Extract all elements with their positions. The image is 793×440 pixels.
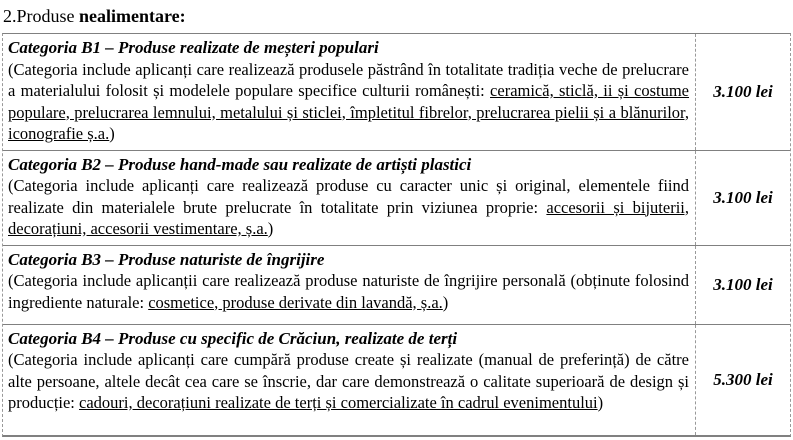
category-b1-heading: Categoria B1 – Produse realizate de meșteri populari xyxy=(8,38,379,57)
category-b4-body-underlined: cadouri, decorațiuni realizate de terți și comercializate în cadrul evenimentului xyxy=(79,393,598,412)
category-b2-body xyxy=(8,175,689,240)
category-b2-heading: Categoria B2 – Produse hand-made sau realizate de artiști plastici xyxy=(8,154,472,174)
category-b1-body-close: ) xyxy=(109,124,115,143)
category-b3-heading: Categoria B3 – Produse naturiste de îngrijire xyxy=(8,249,325,269)
category-b3-body-underlined: cosmetice, produse derivate din lavandă, ș.a. xyxy=(148,292,443,312)
category-b3-body-text: (Categoria include aplicanții care realizează produse naturiste de îngrijire personală (obținute folosind ingrediente naturale: xyxy=(8,271,689,312)
category-b3-description-cell xyxy=(3,246,695,324)
category-b4-description-cell xyxy=(3,325,695,435)
category-b2-body-text: (Categoria include aplicanți care realizează produse cu caracter unic și original, elementele fiind realizate din materialele brute prelucrate în totalitate prin viziunea proprie: xyxy=(8,176,689,217)
category-b4-body-text: (Categoria include aplicanți care cumpără produse create și realizate (manual de preferință) de către alte persoane, altele decât cea care se înscrie, dar care demonstrează o calitate superioară de design și producție: xyxy=(8,350,689,412)
category-b3-price: 3.100 lei xyxy=(695,246,790,324)
category-b2-body-underlined: accesorii și bijuterii, decorațiuni, accesorii vestimentare, ș.a. xyxy=(8,197,689,238)
table-row-category-b4 xyxy=(3,324,790,435)
category-b1-description-cell xyxy=(3,34,695,150)
category-b4-heading: Categoria B4 – Produse cu specific de Crăciun, realizate de terți xyxy=(8,328,458,348)
table-row-category-b2 xyxy=(3,150,790,245)
table-row-category-b3 xyxy=(3,245,790,324)
category-b1-price: 3.100 lei xyxy=(695,34,790,150)
table-row-category-b1 xyxy=(3,34,790,150)
category-b1-body-text: (Categoria include aplicanți care realizează produsele păstrând în totalitate tradiția veche de prelucrare a materialului folosit și modelele populare specifice culturii românești: xyxy=(8,59,689,100)
section-title xyxy=(3,5,791,27)
categories-table xyxy=(2,33,791,437)
category-b3-body xyxy=(8,270,689,313)
category-b4-price: 5.300 lei xyxy=(695,325,790,435)
category-b4-body xyxy=(8,349,689,414)
category-b1-body-underlined: ceramică, sticlă, ii și costume populare, prelucrarea lemnului, metalului și sticlei, împletitul fibrelor, prelucrarea pielii și a blănurilor, iconografie ș.a. xyxy=(8,81,690,143)
category-b1-body xyxy=(8,59,689,145)
category-b3-body-close: ) xyxy=(442,292,449,312)
section-title-bold: nealimentare: xyxy=(79,6,186,26)
section-title-prefix: 2.Produse xyxy=(3,6,79,26)
category-b2-body-close: ) xyxy=(267,219,274,238)
category-b2-description-cell xyxy=(3,151,695,245)
category-b4-body-close: ) xyxy=(597,393,604,412)
category-b2-price: 3.100 lei xyxy=(695,151,790,245)
